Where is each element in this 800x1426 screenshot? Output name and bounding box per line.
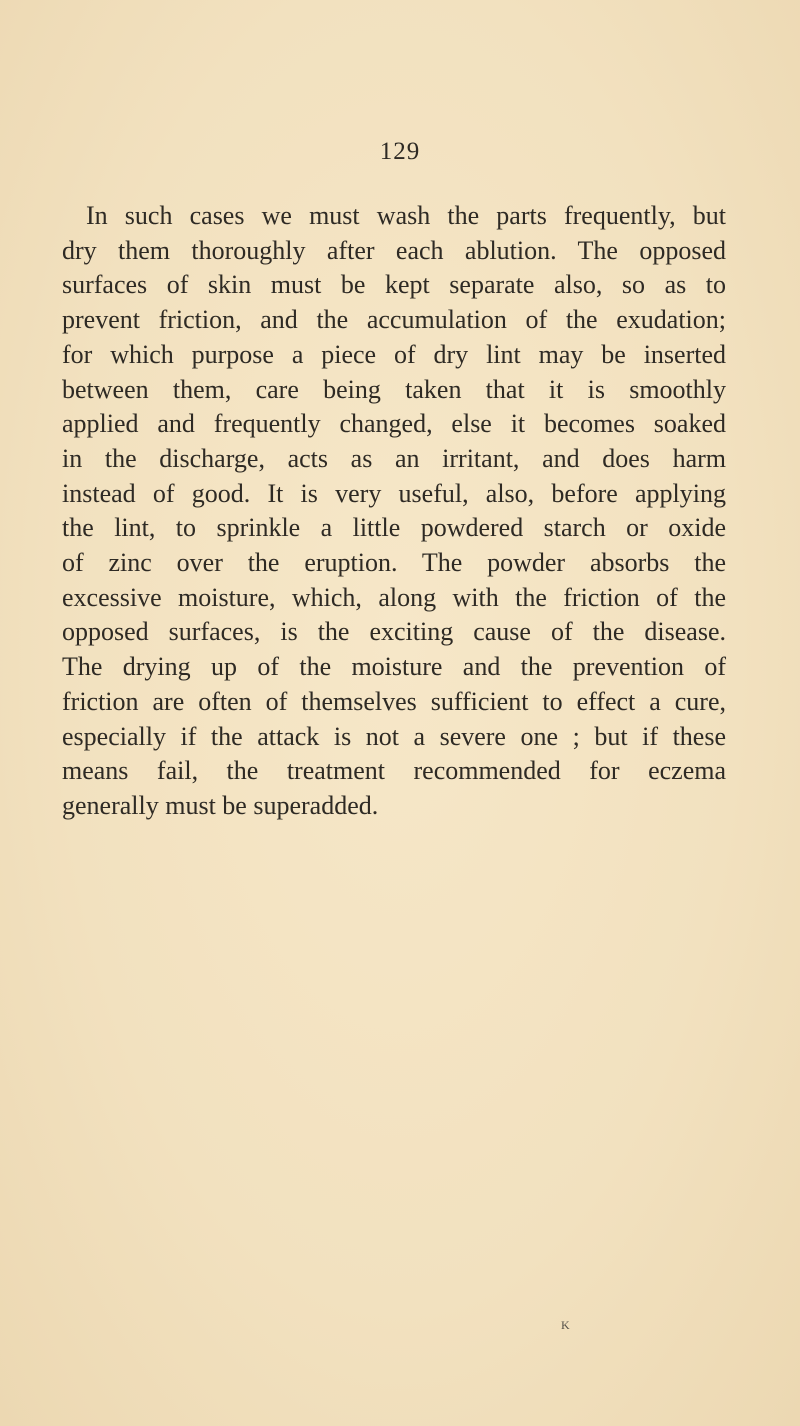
- text-line: applied and frequently changed, else it becomes soaked: [62, 409, 726, 439]
- text-line: excessive moisture, which, along with the friction of the: [62, 582, 726, 612]
- page-number: 129: [379, 138, 421, 165]
- body-paragraph: [62, 199, 726, 824]
- text-line: generally must be superadded.: [62, 790, 379, 820]
- text-line: dry them thoroughly after each ablution. The opposed: [62, 235, 726, 265]
- text-line: opposed surfaces, is the exciting cause of the disease.: [62, 617, 726, 647]
- text-line: between them, care being taken that it is smoothly: [62, 374, 726, 404]
- text-line: surfaces of skin must be kept separate also, so as to: [62, 270, 726, 300]
- text-line: for which purpose a piece of dry lint may be inserted: [62, 339, 726, 369]
- text-line: means fail, the treatment recommended for eczema: [62, 756, 726, 786]
- text-line: instead of good. It is very useful, also, before applying: [62, 478, 726, 508]
- text-line: friction are often of themselves sufficient to effect a cure,: [62, 686, 726, 716]
- text-line: in the discharge, acts as an irritant, and does harm: [62, 443, 726, 473]
- text-line: the lint, to sprinkle a little powdered starch or oxide: [62, 513, 726, 543]
- signature-mark: K: [561, 1318, 570, 1332]
- text-line: especially if the attack is not a severe one ; but if these: [62, 721, 726, 751]
- text-line: prevent friction, and the accumulation of the exudation;: [62, 305, 726, 335]
- text-line: The drying up of the moisture and the prevention of: [62, 652, 726, 682]
- text-line: of zinc over the eruption. The powder absorbs the: [62, 548, 726, 578]
- text-line: In such cases we must wash the parts frequently, but: [86, 201, 726, 230]
